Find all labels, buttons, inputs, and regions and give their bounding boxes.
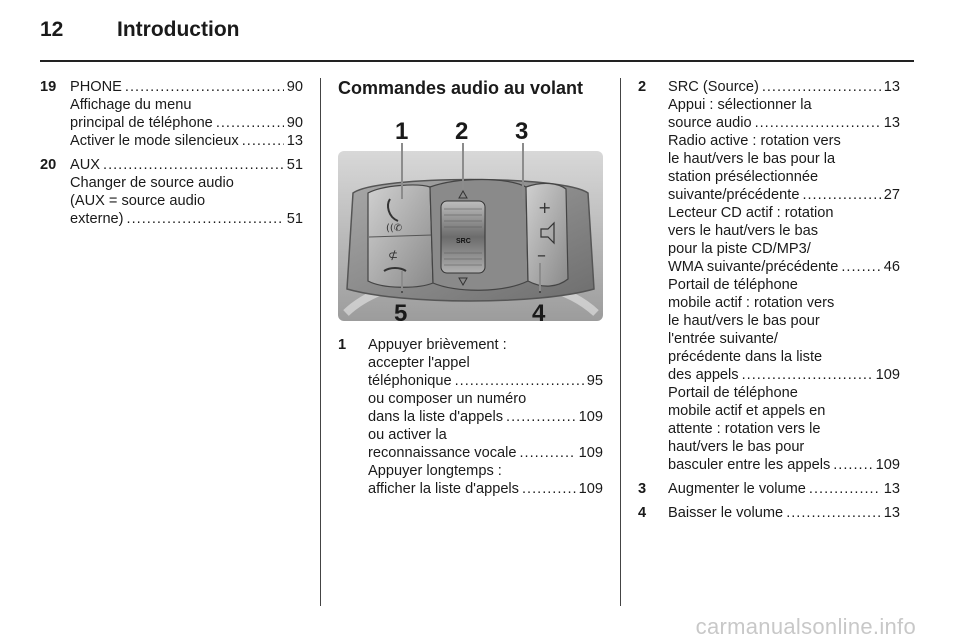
- dot-leader: [755, 114, 881, 132]
- steering-wheel-controls-figure: [338, 113, 603, 326]
- entry-body: [70, 78, 303, 150]
- page-number: 12: [40, 18, 64, 41]
- page-reference[interactable]: 13: [883, 481, 900, 497]
- callout-5: 5: [394, 300, 408, 326]
- entry-line: [668, 294, 900, 312]
- entry-text: Appui : sélectionner la: [668, 97, 812, 113]
- page-reference[interactable]: 95: [586, 373, 603, 389]
- entry-text: pour la piste CD/MP3/: [668, 241, 811, 257]
- entry-line: [668, 384, 900, 402]
- entry-line: [70, 174, 303, 192]
- entry-line: [668, 480, 900, 498]
- column-divider-left: [320, 78, 321, 606]
- entry-text: le haut/vers le bas pour: [668, 313, 820, 329]
- src-thumbwheel: [441, 201, 485, 273]
- entry-text: ou composer un numéro: [368, 391, 527, 407]
- entry-text: Augmenter le volume: [668, 481, 806, 497]
- entry-body: [70, 156, 303, 228]
- entry-text: dans la liste d'appels: [368, 409, 504, 425]
- entry-text: mobile actif : rotation vers: [668, 295, 835, 311]
- entry-line: [668, 96, 900, 114]
- entry-line: [668, 420, 900, 438]
- entry-line: [368, 354, 603, 372]
- entry-line: [668, 312, 900, 330]
- volume-minus-icon: –: [537, 245, 546, 266]
- middle-entry-list: [338, 336, 603, 498]
- entry-line: [368, 426, 603, 444]
- entry-line: [368, 480, 603, 498]
- page-reference[interactable]: 51: [286, 157, 303, 173]
- entry-line: [70, 132, 303, 150]
- entry-text: AUX: [70, 157, 101, 173]
- entry-line: [668, 132, 900, 150]
- entry-line: [668, 186, 900, 204]
- page-reference[interactable]: 109: [578, 481, 603, 497]
- entry-text: reconnaissance vocale: [368, 445, 517, 461]
- index-entry: [40, 78, 303, 150]
- entry-line: [668, 348, 900, 366]
- entry-line: [668, 276, 900, 294]
- entry-text: principal de téléphone: [70, 115, 213, 131]
- page-reference[interactable]: 109: [875, 367, 900, 383]
- entry-text: l'entrée suivante/: [668, 331, 778, 347]
- dot-leader: [242, 132, 284, 150]
- page-reference[interactable]: 13: [883, 79, 900, 95]
- entry-line: [668, 240, 900, 258]
- dot-leader: [762, 78, 881, 96]
- entry-text: WMA suivante/précédente: [668, 259, 839, 275]
- entry-text: attente : rotation vers le: [668, 421, 821, 437]
- page-reference[interactable]: 27: [883, 187, 900, 203]
- dot-leader: [833, 456, 872, 474]
- entry-text: afficher la liste d'appels: [368, 481, 519, 497]
- entry-text: station présélectionnée: [668, 169, 819, 185]
- volume-plus-icon: +: [538, 198, 552, 217]
- entry-number: 3: [638, 481, 647, 497]
- entry-number: 20: [40, 157, 57, 173]
- page-reference[interactable]: 13: [286, 133, 303, 149]
- index-entry: [40, 156, 303, 228]
- entry-line: [368, 408, 603, 426]
- callout-4: 4: [532, 300, 546, 326]
- dot-leader: [216, 114, 284, 132]
- dot-leader: [841, 258, 880, 276]
- entry-line: [668, 78, 900, 96]
- entry-body: [368, 336, 603, 498]
- entry-number: 1: [338, 337, 347, 353]
- entry-text: accepter l'appel: [368, 355, 470, 371]
- index-entry: [338, 336, 603, 498]
- page-reference[interactable]: 109: [875, 457, 900, 473]
- entry-line: [668, 504, 900, 522]
- callout-1: 1: [395, 118, 409, 145]
- entry-number: 19: [40, 79, 57, 95]
- entry-text: Baisser le volume: [668, 505, 784, 521]
- right-column: [638, 78, 900, 528]
- callout-3: 3: [515, 118, 529, 145]
- dot-leader: [522, 480, 576, 498]
- entry-text: Lecteur CD actif : rotation: [668, 205, 834, 221]
- entry-line: [668, 204, 900, 222]
- page-reference[interactable]: 90: [286, 79, 303, 95]
- entry-text: Appuyer brièvement :: [368, 337, 507, 353]
- page-reference[interactable]: 109: [578, 445, 603, 461]
- entry-line: [70, 114, 303, 132]
- entry-line: [668, 438, 900, 456]
- entry-text: le haut/vers le bas pour la: [668, 151, 836, 167]
- index-entry: [638, 78, 900, 474]
- entry-text: haut/vers le bas pour: [668, 439, 805, 455]
- entry-body: [668, 504, 900, 522]
- entry-text: des appels: [668, 367, 739, 383]
- entry-text: Portail de téléphone: [668, 385, 798, 401]
- page-reference[interactable]: 51: [286, 211, 303, 227]
- dot-leader: [103, 156, 284, 174]
- src-label: SRC: [456, 238, 471, 245]
- page-reference[interactable]: 13: [883, 115, 900, 131]
- index-entry: [638, 504, 900, 522]
- dot-leader: [455, 372, 584, 390]
- entry-line: [668, 330, 900, 348]
- entry-text: SRC (Source): [668, 79, 759, 95]
- index-entry: [638, 480, 900, 498]
- page-title: Introduction: [117, 18, 240, 41]
- page-reference[interactable]: 109: [578, 409, 603, 425]
- entry-line: [368, 372, 603, 390]
- middle-column: [338, 78, 603, 504]
- entry-line: [668, 258, 900, 276]
- dot-leader: [127, 210, 284, 228]
- entry-line: [668, 168, 900, 186]
- entry-line: [668, 366, 900, 384]
- entry-text: vers le haut/vers le bas: [668, 223, 819, 239]
- entry-number: 4: [638, 505, 647, 521]
- section-title: Commandes audio au volant: [338, 78, 584, 98]
- entry-line: [668, 222, 900, 240]
- entry-text: mobile actif et appels en: [668, 403, 826, 419]
- page-reference[interactable]: 46: [883, 259, 900, 275]
- entry-line: [668, 150, 900, 168]
- page-header: [0, 0, 960, 62]
- dot-leader: [125, 78, 284, 96]
- entry-body: [668, 480, 900, 498]
- column-divider-right: [620, 78, 621, 606]
- entry-number: 2: [638, 79, 647, 95]
- header-rule: [40, 60, 914, 62]
- right-entry-list: [638, 78, 900, 522]
- entry-line: [668, 114, 900, 132]
- entry-text: Radio active : rotation vers: [668, 133, 841, 149]
- entry-text: précédente dans la liste: [668, 349, 823, 365]
- voice-icon: ((✆: [386, 223, 403, 234]
- dot-leader: [742, 366, 873, 384]
- entry-line: [70, 210, 303, 228]
- entry-text: ou activer la: [368, 427, 447, 443]
- entry-line: [70, 192, 303, 210]
- entry-text: externe): [70, 211, 124, 227]
- entry-line: [368, 336, 603, 354]
- dot-leader: [809, 480, 881, 498]
- dot-leader: [802, 186, 880, 204]
- page-reference[interactable]: 13: [883, 505, 900, 521]
- entry-text: Activer le mode silencieux: [70, 133, 239, 149]
- steering-wheel-controls-illustration: [338, 113, 603, 326]
- callout-2: 2: [455, 118, 469, 145]
- entry-text: (AUX = source audio: [70, 193, 206, 209]
- entry-line: [70, 96, 303, 114]
- watermark: carmanualsonline.info: [695, 614, 916, 639]
- entry-text: suivante/précédente: [668, 187, 800, 203]
- entry-text: Appuyer longtemps :: [368, 463, 502, 479]
- entry-text: basculer entre les appels: [668, 457, 831, 473]
- mute-icon: ⊄: [388, 248, 399, 262]
- entry-text: Affichage du menu: [70, 97, 192, 113]
- left-entry-list: [40, 78, 303, 228]
- entry-text: Changer de source audio: [70, 175, 234, 191]
- entry-line: [368, 462, 603, 480]
- page-reference[interactable]: 90: [286, 115, 303, 131]
- entry-text: PHONE: [70, 79, 122, 95]
- entry-line: [668, 456, 900, 474]
- dot-leader: [519, 444, 575, 462]
- entry-text: téléphonique: [368, 373, 452, 389]
- entry-line: [368, 444, 603, 462]
- entry-line: [70, 78, 303, 96]
- entry-line: [368, 390, 603, 408]
- entry-body: [668, 78, 900, 474]
- left-column: [40, 78, 303, 234]
- entry-text: source audio: [668, 115, 752, 131]
- entry-text: Portail de téléphone: [668, 277, 798, 293]
- dot-leader: [506, 408, 576, 426]
- entry-line: [70, 156, 303, 174]
- dot-leader: [786, 504, 881, 522]
- entry-line: [668, 402, 900, 420]
